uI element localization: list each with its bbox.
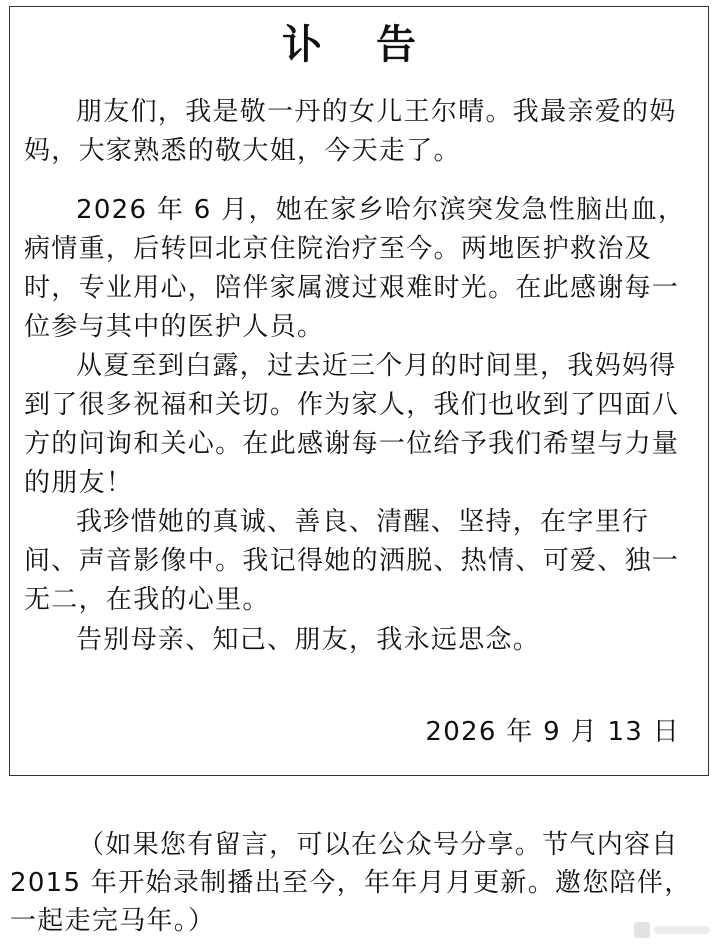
paragraph-memories: 我珍惜她的真诚、善良、清醒、坚持，在字里行间、声音影像中。我记得她的洒脱、热情、可爱、独一无二，在我的心里。 <box>24 507 680 615</box>
notice-date: 2026 年 9 月 13 日 <box>425 717 680 747</box>
paragraph-farewell: 告别母亲、知己、朋友，我永远思念。 <box>76 625 541 655</box>
footnote-text: （如果您有留言，可以在公众号分享。节气内容自 2015 年开始录制播出至今，年年月月更新。邀您陪伴，一起走完马年。） <box>10 830 692 936</box>
notice-title: 讣 告 <box>282 21 436 68</box>
obituary-notice-box <box>9 6 709 776</box>
watermark-logo-icon <box>634 919 712 941</box>
paragraph-illness: 2026 年 6 月，她在家乡哈尔滨突发急性脑出血，病情重，后转回北京住院治疗至今。两地医护救治及时，专业用心，陪伴家属渡过艰难时光。在此感谢每一位参与其中的医护人员。 <box>24 195 686 342</box>
paragraph-thanks: 从夏至到白露，过去近三个月的时间里，我妈妈得到了很多祝福和关切。作为家人，我们也收到了四面八方的问询和关心。在此感谢每一位给予我们希望与力量的朋友！ <box>24 351 680 498</box>
paragraph-greeting: 朋友们，我是敬一丹的女儿王尔晴。我最亲爱的妈妈，大家熟悉的敬大姐，今天走了。 <box>24 97 677 166</box>
